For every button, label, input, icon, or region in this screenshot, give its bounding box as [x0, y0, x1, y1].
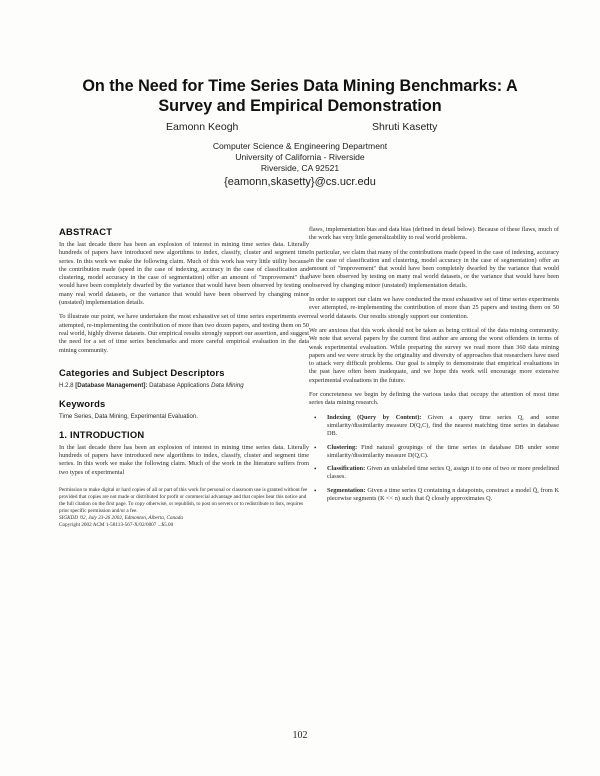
category-italic: Data Mining [211, 381, 244, 389]
category-plain: Database Applications [149, 381, 210, 389]
category-bold: [Database Management]: [75, 381, 148, 389]
right-paragraph-1: flaws, implementation bias and data bias (defined in detail below). Because of these flaws, much of the work has very little generalizability to real world problems. [309, 226, 559, 242]
right-column [309, 226, 559, 508]
title-line-2: Survey and Empirical Demonstration [158, 97, 442, 115]
task-item-indexing [309, 414, 559, 439]
introduction-heading: 1. INTRODUCTION [59, 428, 145, 440]
right-paragraph-2: In particular, we claim that many of the contributions made (speed in the case of indexing, accuracy in the case of classification and clustering, model accuracy in the case of segmentation) offer an amount of "improvement" that would have been completely dwarfed by the variance that would have been observed by testing on many real world datasets, or the variance that would have been observed by changing minor (unstated) implementation details. [309, 248, 559, 289]
categories-heading: Categories and Subject Descriptors [59, 366, 225, 378]
task-item-segmentation [309, 487, 559, 504]
keywords-text: Time Series, Data Mining, Experimental Evaluation. [59, 412, 198, 420]
permission-text: Permission to make digital or hard copies of all or part of this work for personal or classroom use is granted without fee provided that copies are not made or distributed for profit or commercial advantage and that copies bear this notice and the full citation on the first page. To copy otherwise, or republish, to post on servers or to redistribute to lists, requires prior specific permission and/or a fee. [59, 487, 308, 514]
abstract-paragraph-2: To illustrate our point, we have undertaken the most exhaustive set of time series experiments ever attempted, re-implementing the contribution of more than two dozen papers, and testing them on 50 real world, highly diverse datasets. Our empirical results strongly support our assertion, and suggest the need for a set of time series benchmarks and more careful empirical evaluation in the data mining community. [59, 313, 309, 354]
author-email: {eamonn,skasetty}@cs.ucr.edu [224, 176, 376, 188]
task-label: Segmentation: [327, 486, 366, 494]
affiliation-department: Computer Science & Engineering Department [212, 141, 388, 151]
copyright-line: Copyright 2002 ACM 1-58113-567-X/02/0007 ...$5.00 [59, 521, 174, 528]
author-keogh: Eamonn Keogh [166, 121, 239, 133]
affiliation [150, 141, 450, 175]
categories-descriptor [59, 382, 309, 390]
abstract-paragraph-1: In the last decade there has been an explosion of interest in mining time series data. Literally hundreds of papers have introduced new algorithms to index, classify, cluster and segment time series. In this work we make the following claim. Much of this work has very little utility because the contribution made (speed in the case of indexing, accuracy in the case of classification and clustering, model accuracy in the case of segmentation) offer an amount of "improvement" that would have been completely dwarfed by the variance that would have been observed by testing on many real world datasets, or the variance that would have been observed by changing minor (unstated) implementation details. [59, 241, 309, 307]
affiliation-university: University of California - Riverside [235, 152, 365, 163]
bullet-icon: • [314, 413, 317, 422]
task-description: Given an unlabeled time series Q, assign it to one of two or more predefined classes. [327, 465, 560, 481]
task-label: Indexing (Query by Content): [327, 413, 422, 421]
right-paragraph-3: In order to support our claim we have conducted the most exhaustive set of time series experiments ever attempted, re-implementing the contribution of more than 25 papers and testing them on 50 real world datasets. Our results strongly support our contention. [309, 296, 559, 320]
task-description: Given a query time series Q, and some similarity/dissimilarity measure D(Q,C), find the nearest matching time series in database DB. [327, 413, 559, 438]
right-paragraph-4: We are anxious that this work should not be taken as being critical of the data mining community. We note that several papers by the current first author are among the worst offenders in terms of weak experimental evaluation. While preparing the survey we read more than 360 data mining papers and we were struck by the originality and diversity of approaches that researchers have used to attack very difficult problems. Our goal is simply to demonstrate that empirical evaluations in the past have often been inadequate, and we hope this work will encourage more extensive experimental evaluations in the future. [309, 326, 559, 384]
task-description: Given a time series Q containing n datapoints, construct a model Q̄, from K piecewise segments (K << n) such that Q̄ closely approximates Q. [327, 486, 559, 503]
bullet-icon: • [314, 486, 317, 495]
task-description: Find natural groupings of the time series in database DB under some similarity/dissimilarity measure D(Q,C). [327, 443, 560, 459]
permission-notice [59, 487, 309, 528]
category-code: H.2.8 [59, 381, 74, 389]
page-number: 102 [292, 730, 308, 741]
author-kasetty: Shruti Kasetty [372, 121, 438, 133]
bullet-icon: • [314, 465, 317, 474]
right-paragraph-5: For concreteness we begin by defining the various tasks that occupy the attention of most time series data mining research. [309, 391, 559, 407]
paper-title [40, 76, 560, 116]
task-item-classification [309, 465, 559, 482]
bullet-icon: • [314, 443, 317, 452]
conference-line: SIGKDD '02, July 23-26 2002, Edmonton, Alberta, Canada [59, 514, 183, 521]
task-list [309, 414, 559, 504]
keywords-heading: Keywords [59, 397, 106, 409]
task-item-clustering [309, 444, 559, 461]
introduction-paragraph-1: In the last decade there has been an explosion of interest in mining time series data. Literally hundreds of papers have introduced new algorithms to index, classify, cluster and segment time series. In this work we make the following claim. Much of the work in the literature suffers from two types of experimental [59, 443, 309, 476]
task-label: Clustering: [327, 443, 358, 451]
title-line-1: On the Need for Time Series Data Mining Benchmarks: A [82, 77, 518, 95]
left-column [59, 226, 309, 528]
affiliation-address: Riverside, CA 92521 [260, 163, 340, 174]
task-label: Classification: [327, 465, 366, 473]
abstract-heading: ABSTRACT [59, 226, 113, 237]
